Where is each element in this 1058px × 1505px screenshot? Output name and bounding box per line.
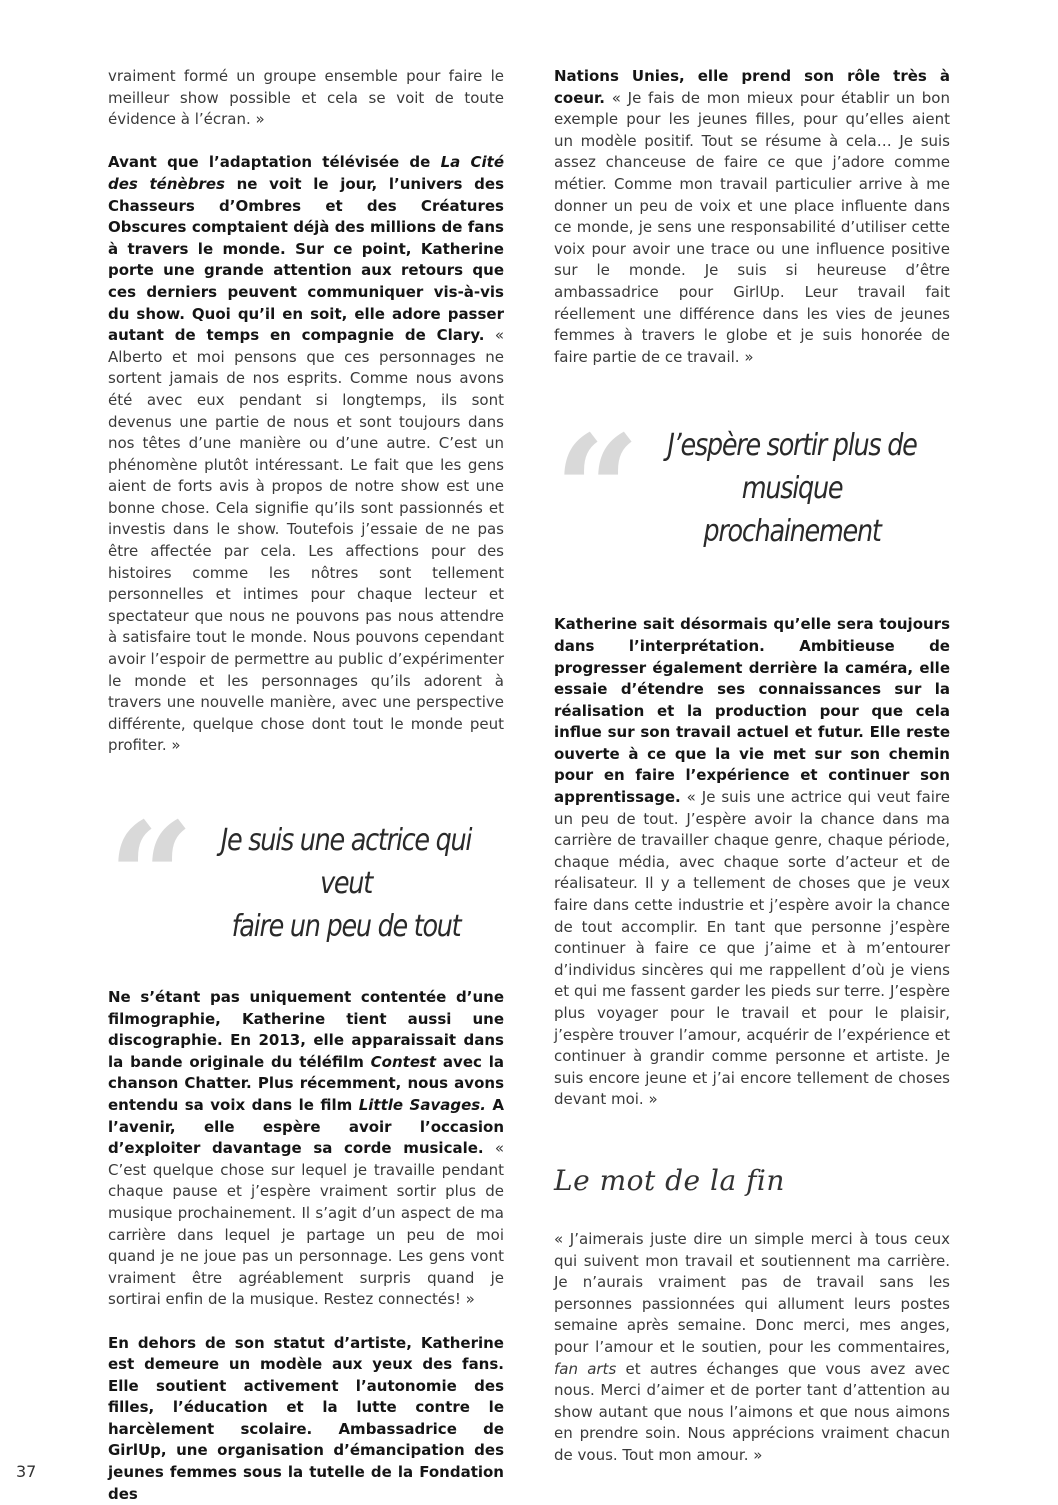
- film-title-contest: Contest: [371, 1053, 436, 1071]
- paragraph-discography: Ne s’étant pas uniquement contentée d’une filmographie, Katherine tient aussi une discographie. En 2013, elle apparaissait dans la bande originale du téléfilm Contest avec la chanson Chatter. Plus récemment, nous avons entendu sa voix dans le film Little Savages. A l’avenir, elle espère avoir l’occasion d’exploiter davantage sa corde musicale. « C’est quelque chose sur lequel je travaille pendant chaque pause et j’espère vraiment sortir plus de musique prochainement. Il s’agit d’un aspect de ma carrière dans lequel je partage un peu de moi quand je ne joue pas un personnage. Les gens vont vraiment être agréablement surpris quand je sortirai enfin de la musique. Restez connectés! »: [108, 987, 504, 1311]
- pull-quote-text: J’espère sortir plus de musique prochainement: [658, 424, 927, 553]
- fan-arts-term: fan arts: [554, 1360, 616, 1378]
- film-title-little-savages: Little Savages.: [359, 1096, 486, 1114]
- book-title-city-of-bones: La Cité des ténèbres: [108, 153, 504, 193]
- pull-quote-music: [554, 410, 950, 560]
- paragraph-role-model: En dehors de son statut d’artiste, Katherine est demeure un modèle aux yeux des fans. Elle soutient activement l’autonomie des filles, l’éducation et la lutte contre le harcèlement scolaire. Ambassadrice de GirlUp, une organisation d’émancipation des jeunes femmes sous la tutelle de la Fondation des: [108, 1333, 504, 1505]
- page-number: 37: [16, 1462, 36, 1481]
- paragraph-intro-end: vraiment formé un groupe ensemble pour faire le meilleur show possible et cela se voit de toute évidence à l’écran. »: [108, 66, 504, 131]
- left-column: [108, 66, 504, 1505]
- section-title: Le mot de la fin: [554, 1161, 950, 1201]
- quote-mark-icon: “: [108, 803, 194, 953]
- right-column: [554, 66, 950, 1467]
- pull-quote-actress: [108, 797, 504, 947]
- paragraph-shadowhunters: Avant que l’adaptation télévisée de La Cité des ténèbres ne voit le jour, l’univers des Chasseurs d’Ombres et des Créatures Obscures comptaient déjà des millions de fans à travers le monde. Sur ce point, Katherine porte une grande attention aux retours que ces derniers peuvent communiquer vis-à-vis du show. Quoi qu’il en soit, elle adore passer autant de temps en compagnie de Clary. « Alberto et moi pensons que ces personnages ne sortent jamais de nos esprits. Comme nous avons été avec eux pendant si longtemps, ils sont devenus une partie de nous et sont toujours dans nos têtes d’une manière ou d’une autre. C’est un phénomène plutôt intéressant. Le fait que les gens aient de forts avis à propos de notre show est une bonne chose. Cela signifie qu’ils sont passionnés et investis dans le show. Toutefois j’essaie de ne pas être affectée par cela. Les affections pour des histoires comme les nôtres sont tellement personnelles et intimes pour chaque lecteur et spectateur que nous ne pouvons pas nous attendre à satisfaire tout le monde. Nous pouvons cependant avoir l’espoir de permettre au public d’expérimenter le monde et les personnages qu’ils adorent à travers une nouvelle manière, avec une perspective différente, quelque chose dont tout le monde peut profiter. »: [108, 152, 504, 757]
- paragraph-thanks: « J’aimerais juste dire un simple merci à tous ceux qui suivent mon travail et soutiennent ma carrière. Je n’aurais vraiment pas de travail sans les personnes passionnées qui allument leurs postes semaine après semaine. Donc merci, mes anges, pour l’amour et le soutien, pour les commentaires, fan arts et autres échanges que vous avez avec nous. Merci d’aimer et de porter tant d’attention au show autant que nous l’aimons et que nous aimons en prendre soin. Nous apprécions vraiment chacun de vous. Tout mon amour. »: [554, 1229, 950, 1467]
- paragraph-career: Katherine sait désormais qu’elle sera toujours dans l’interprétation. Ambitieuse de progresser également derrière la caméra, elle essaie d’étendre ses connaissances sur la réalisation et la production pour que cela influe sur son travail actuel et futur. Elle reste ouverte à ce que la vie met sur son chemin pour en faire l’expérience et continuer son apprentissage. « Je suis une actrice qui veut faire un peu de tout. J’espère avoir la chance dans ma carrière de travailler chaque genre, chaque période, chaque média, avec chaque sorte d’acteur et de réalisateur. Il y a tellement de choses que je veux faire dans cette industrie et j’espère avoir la chance de tout accomplir. En tant que personne j’espère continuer à faire ce que j’aime et à m’entourer d’individus sincères qui me rappellent d’où je viens et qui me fassent garder les pieds sur terre. J’espère plus voyager pour le travail et pour le plaisir, j’espère trouver l’amour, acquérir de l’expérience et continuer à grandir comme personne et artiste. Je suis encore jeune et j’ai encore tellement de choses devant moi. »: [554, 614, 950, 1111]
- quote-mark-icon: “: [554, 416, 640, 566]
- paragraph-girlup: Nations Unies, elle prend son rôle très à coeur. « Je fais de mon mieux pour établir un bon exemple pour les jeunes filles, pour qu’elles aient un modèle positif. Tout se résume à cela… Je suis assez chanceuse de faire ce que j’adore comme métier. Comme mon travail particulier arrive à me donner un peu de voix et une place influente dans ce monde, je sens une responsabilité d’utiliser cette voix pour avoir une trace ou une influence positive sur le monde. Je suis si heureuse d’être ambassadrice pour GirlUp. Leur travail fait réellement une différence dans les vies de jeunes femmes à travers le globe et je suis honorée de faire partie de ce travail. »: [554, 66, 950, 368]
- pull-quote-text: Je suis une actrice qui veut faire un peu de tout: [212, 819, 481, 948]
